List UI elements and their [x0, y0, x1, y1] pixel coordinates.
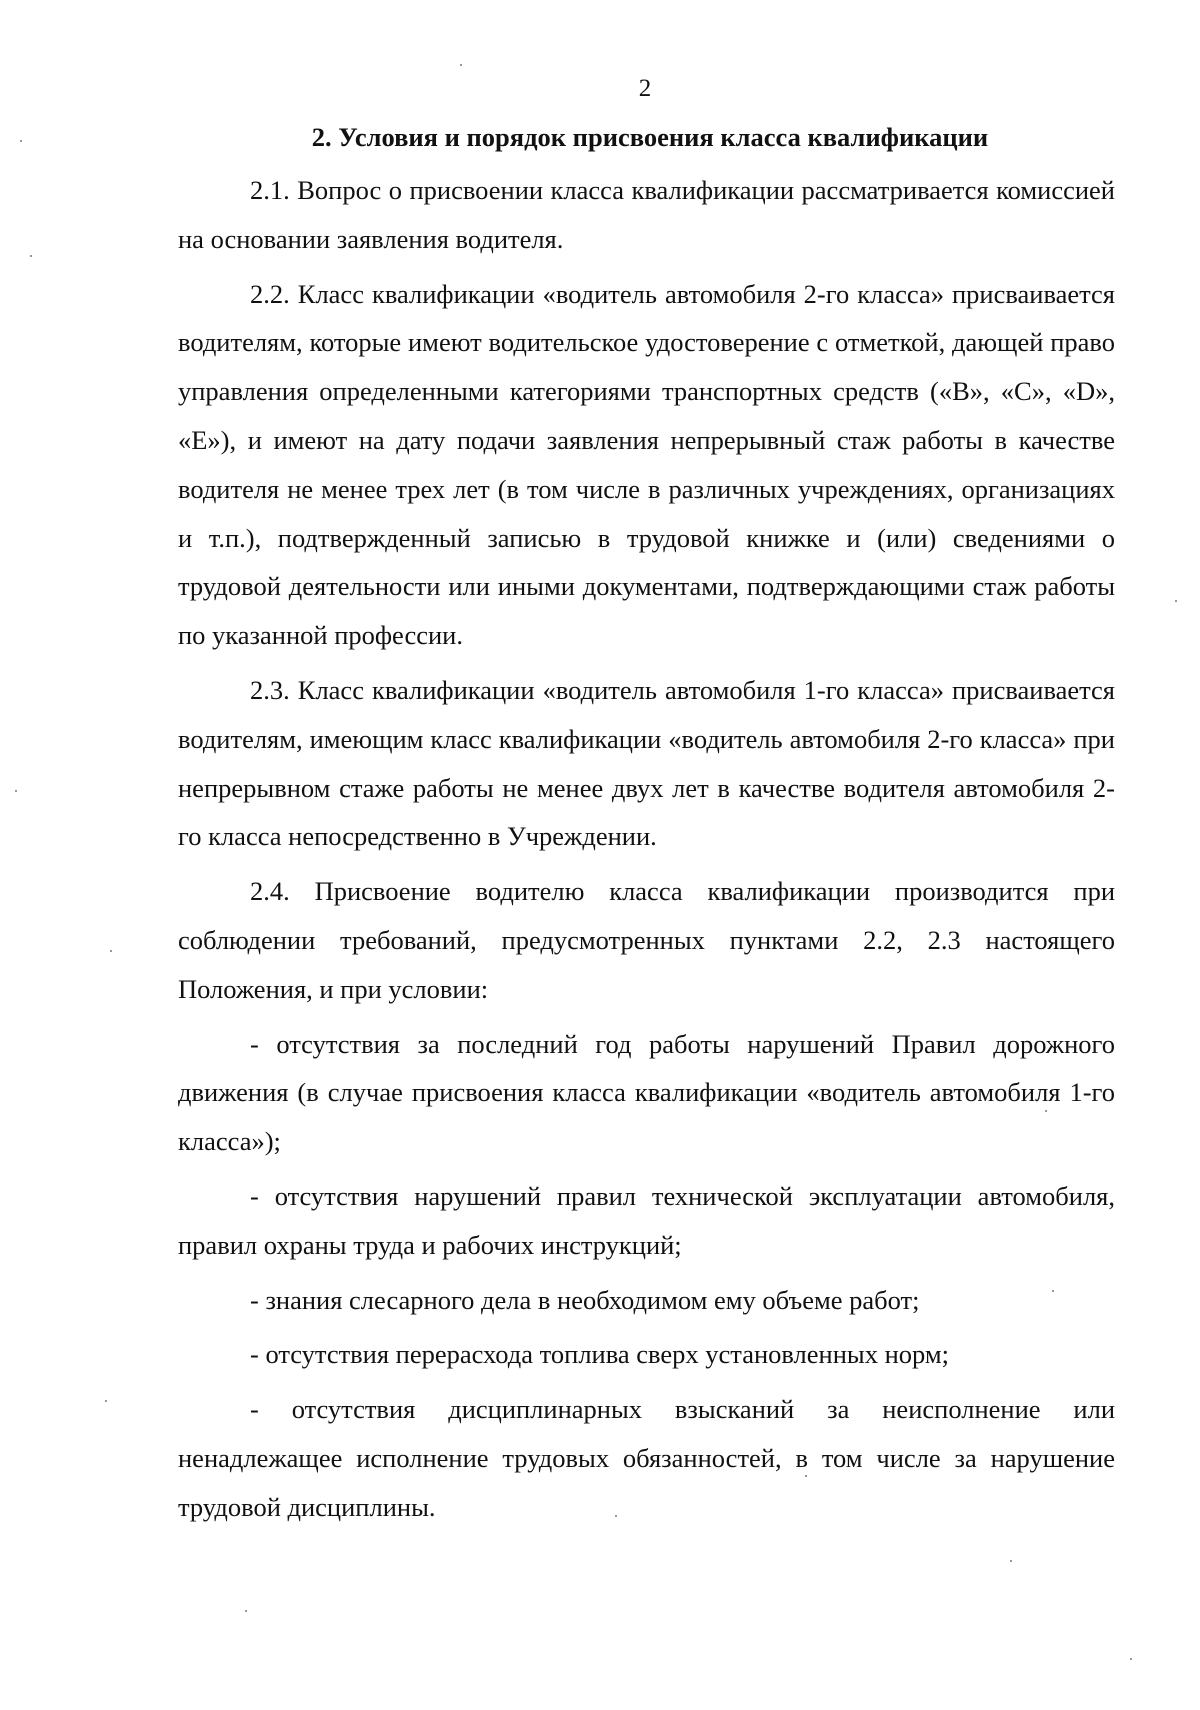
- condition-item: - отсутствия перерасхода топлива сверх установленных норм;: [250, 1339, 949, 1370]
- condition-item: - отсутствия дисциплинарных взысканий за неисполнение или ненадлежащее исполнение трудовых обязанностей, в том числе за нарушение трудовой дисциплины.: [178, 1394, 1115, 1522]
- paragraph-2-2: 2.2. Класс квалификации «водитель автомобиля 2-го класса» присваивается водителям, которые имеют водительское удостоверение с отметкой, дающей право управления определенными категориями транспортных средств («В», «С», «D», «Е»), и имеют на дату подачи заявления непрерывный стаж работы в качестве водителя не менее трех лет (в том числе в различных учреждениях, организациях и т.п.), подтвержденный записью в трудовой книжке и (или) сведениями о трудовой деятельности или иными документами, подтверждающими стаж работы по указанной профессии.: [178, 278, 1115, 651]
- condition-item: - отсутствия нарушений правил технической эксплуатации автомобиля, правил охраны труда и рабочих инструкций;: [178, 1180, 1115, 1260]
- scan-speck: [30, 255, 32, 257]
- paragraph-2-1: 2.1. Вопрос о присвоении класса квалификации рассматривается комиссией на основании заявления водителя.: [178, 175, 1115, 254]
- page-number: 2: [638, 75, 652, 102]
- scan-speck: [805, 1475, 807, 1477]
- paragraph-2-4: 2.4. Присвоение водителю класса квалификации производится при соблюдении требований, предусмотренных пунктами 2.2, 2.3 настоящего Положения, и при условии:: [178, 876, 1115, 1004]
- section-body: [178, 166, 1115, 1532]
- scan-speck: [1010, 1560, 1012, 1562]
- scan-speck: [110, 950, 112, 952]
- scan-speck: [245, 1610, 247, 1612]
- scan-speck: [105, 1400, 107, 1402]
- scan-speck: [1052, 1290, 1054, 1292]
- scan-speck: [15, 790, 17, 792]
- condition-item: - отсутствия за последний год работы нарушений Правил дорожного движения (в случае присвоения класса квалификации «водитель автомобиля 1-го класса»);: [178, 1028, 1115, 1157]
- paragraph-2-3: 2.3. Класс квалификации «водитель автомобиля 1-го класса» присваивается водителям, имеющим класс квалификации «водитель автомобиля 2-го класса» при непрерывном стаже работы не менее двух лет в качестве водителя автомобиля 2-го класса непосредственно в Учреждении.: [178, 674, 1115, 852]
- scan-speck: [20, 140, 22, 142]
- scan-speck: [615, 1515, 617, 1517]
- scan-speck: [1175, 600, 1177, 602]
- scan-speck: [1130, 1658, 1132, 1660]
- scan-speck: [1045, 1110, 1047, 1112]
- scan-speck: [460, 64, 462, 66]
- section-title: 2. Условия и порядок присвоения класса квалификации: [311, 122, 989, 152]
- condition-item: - знания слесарного дела в необходимом ему объеме работ;: [250, 1284, 920, 1315]
